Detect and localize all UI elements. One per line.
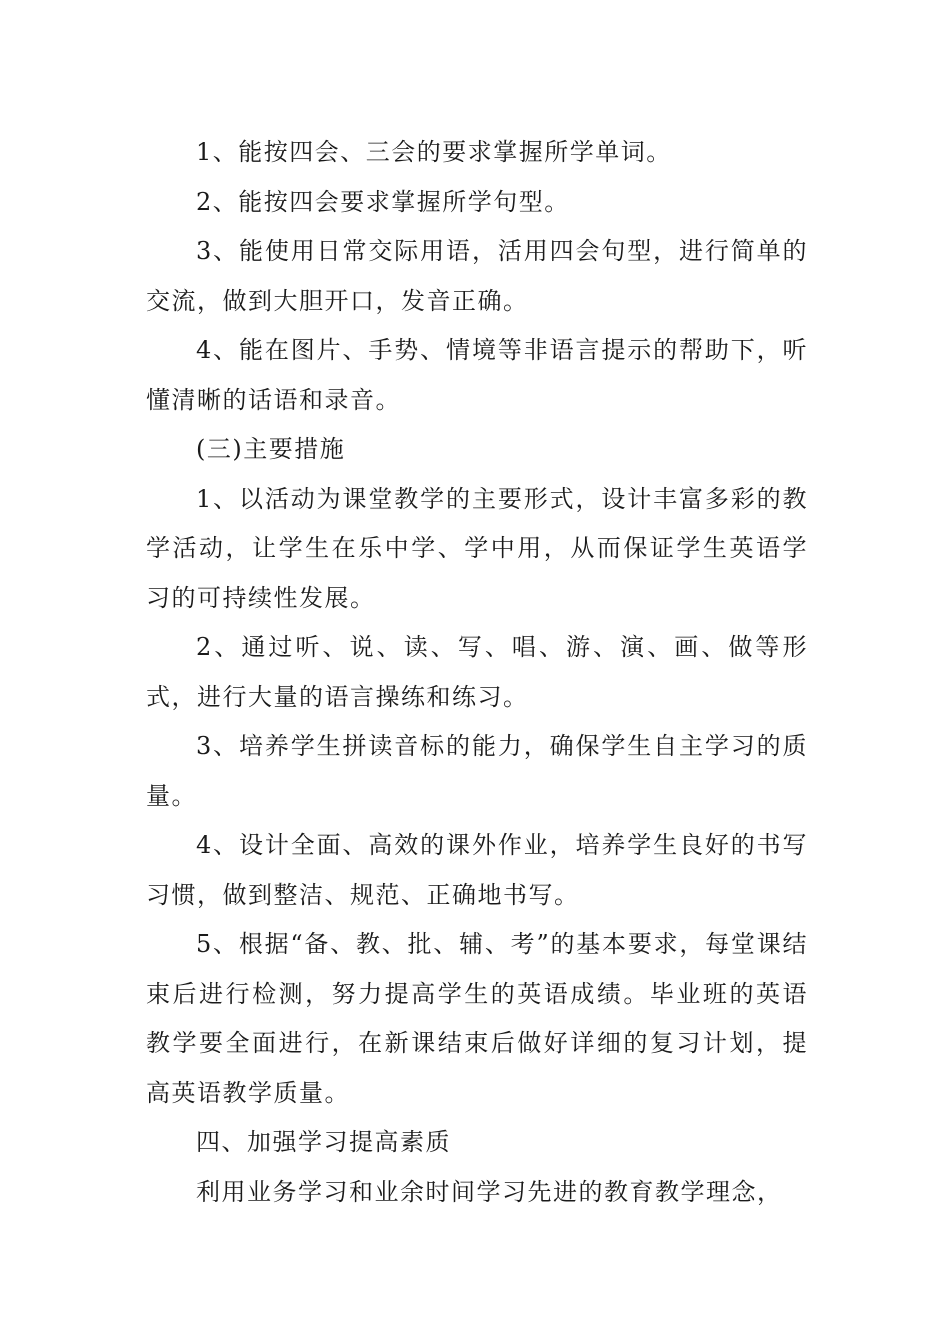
- section-heading-measures: (三)主要措施: [196, 435, 346, 463]
- paragraph-study-1: 利用业务学习和业余时间学习先进的教育教学理念，: [196, 1177, 783, 1206]
- paragraph-measure-1: 1、以活动为课堂教学的主要形式，设计丰富多彩的教学活动，让学生在乐中学、学中用，从而保证学生英语学习的可持续性发展。: [146, 484, 808, 612]
- section-heading-study: 四、加强学习提高素质: [196, 1128, 451, 1156]
- paragraph-goal-4: 4、能在图片、手势、情境等非语言提示的帮助下，听懂清晰的话语和录音。: [146, 336, 808, 414]
- paragraph-measure-2: 2、通过听、说、读、写、唱、游、演、画、做等形式，进行大量的语言操练和练习。: [146, 633, 808, 711]
- paragraph-goal-3: 3、能使用日常交际用语，活用四会句型，进行简单的交流，做到大胆开口，发音正确。: [146, 237, 808, 315]
- paragraph-goal-1: 1、能按四会、三会的要求掌握所学单词。: [196, 138, 672, 166]
- paragraph-measure-3: 3、培养学生拼读音标的能力，确保学生自主学习的质量。: [146, 732, 808, 810]
- paragraph-measure-4: 4、设计全面、高效的课外作业，培养学生良好的书写习惯，做到整洁、规范、正确地书写。: [146, 831, 808, 909]
- document-body: [146, 128, 808, 1217]
- paragraph-goal-2: 2、能按四会要求掌握所学句型。: [196, 187, 570, 216]
- paragraph-measure-5: 5、根据“备、教、批、辅、考”的基本要求，每堂课结束后进行检测，努力提高学生的英语成绩。毕业班的英语教学要全面进行，在新课结束后做好详细的复习计划，提高英语教学质量。: [146, 930, 808, 1107]
